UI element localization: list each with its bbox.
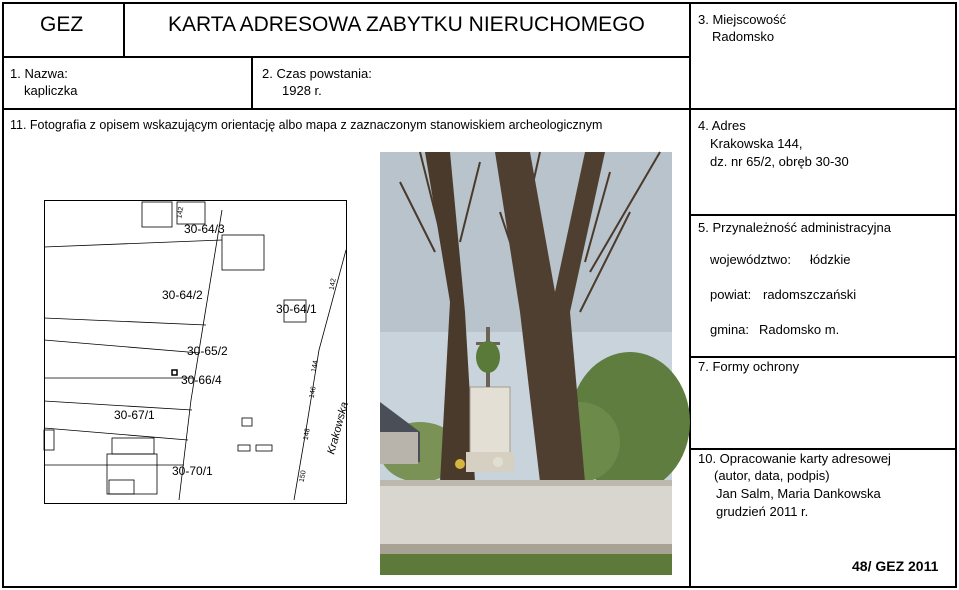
- powiat-value: radomszczański: [763, 287, 857, 302]
- parcel-label-30-64-2: 30-64/2: [162, 288, 203, 302]
- data-value: grudzień 2011 r.: [716, 504, 809, 519]
- house-number-142: 142: [328, 277, 338, 291]
- czas-value: 1928 r.: [282, 83, 322, 98]
- parcel-label-30-64-1: 30-64/1: [276, 302, 317, 316]
- house-number-150: 150: [298, 469, 308, 483]
- parcel-label-30-65-2: 30-65/2: [187, 344, 228, 358]
- cadastral-map: [44, 200, 351, 504]
- chapel-photo: [380, 152, 672, 575]
- czas-label: 2. Czas powstania:: [262, 66, 372, 81]
- parcel-label-30-64-3: 30-64/3: [184, 222, 225, 236]
- adres-line2: dz. nr 65/2, obręb 30-30: [710, 154, 849, 169]
- house-number-148: 148: [302, 427, 312, 441]
- przynaleznosc-label: 5. Przynależność administracyjna: [698, 220, 891, 235]
- street-label: Krakowska: [325, 400, 351, 456]
- parcel-label-30-67-1: 30-67/1: [114, 408, 155, 422]
- nazwa-value: kapliczka: [24, 83, 78, 98]
- house-number-144: 144: [310, 359, 320, 373]
- adres-line1: Krakowska 144,: [710, 136, 803, 151]
- nazwa-label: 1. Nazwa:: [10, 66, 68, 81]
- house-number-146: 146: [308, 385, 318, 399]
- gmina-value: Radomsko m.: [759, 322, 840, 337]
- opracowanie-label: 10. Opracowanie karty adresowej: [698, 451, 891, 466]
- formy-label: 7. Formy ochrony: [698, 359, 800, 374]
- miejscowosc-value: Radomsko: [712, 29, 775, 44]
- parcel-label-30-66-4: 30-66/4: [181, 373, 222, 387]
- card-code: GEZ: [40, 13, 84, 36]
- opracowanie-sub: (autor, data, podpis): [714, 468, 830, 483]
- powiat-label: powiat:: [710, 287, 752, 302]
- foto-label: 11. Fotografia z opisem wskazującym orientację albo mapa z zaznaczonym stanowiskiem archeologicznym: [10, 118, 603, 132]
- gmina-label: gmina:: [710, 322, 750, 337]
- adres-label: 4. Adres: [698, 118, 746, 133]
- wojewodztwo-label: województwo:: [710, 252, 791, 267]
- parcel-label-30-70-1: 30-70/1: [172, 464, 213, 478]
- card-number: 48/ GEZ 2011: [852, 558, 939, 574]
- card-title: KARTA ADRESOWA ZABYTKU NIERUCHOMEGO: [168, 13, 645, 36]
- house-number-142-top: 142: [176, 206, 186, 219]
- miejscowosc-label: 3. Miejscowość: [698, 12, 787, 27]
- autorzy-value: Jan Salm, Maria Dankowska: [716, 486, 881, 501]
- wojewodztwo-value: łódzkie: [810, 252, 851, 267]
